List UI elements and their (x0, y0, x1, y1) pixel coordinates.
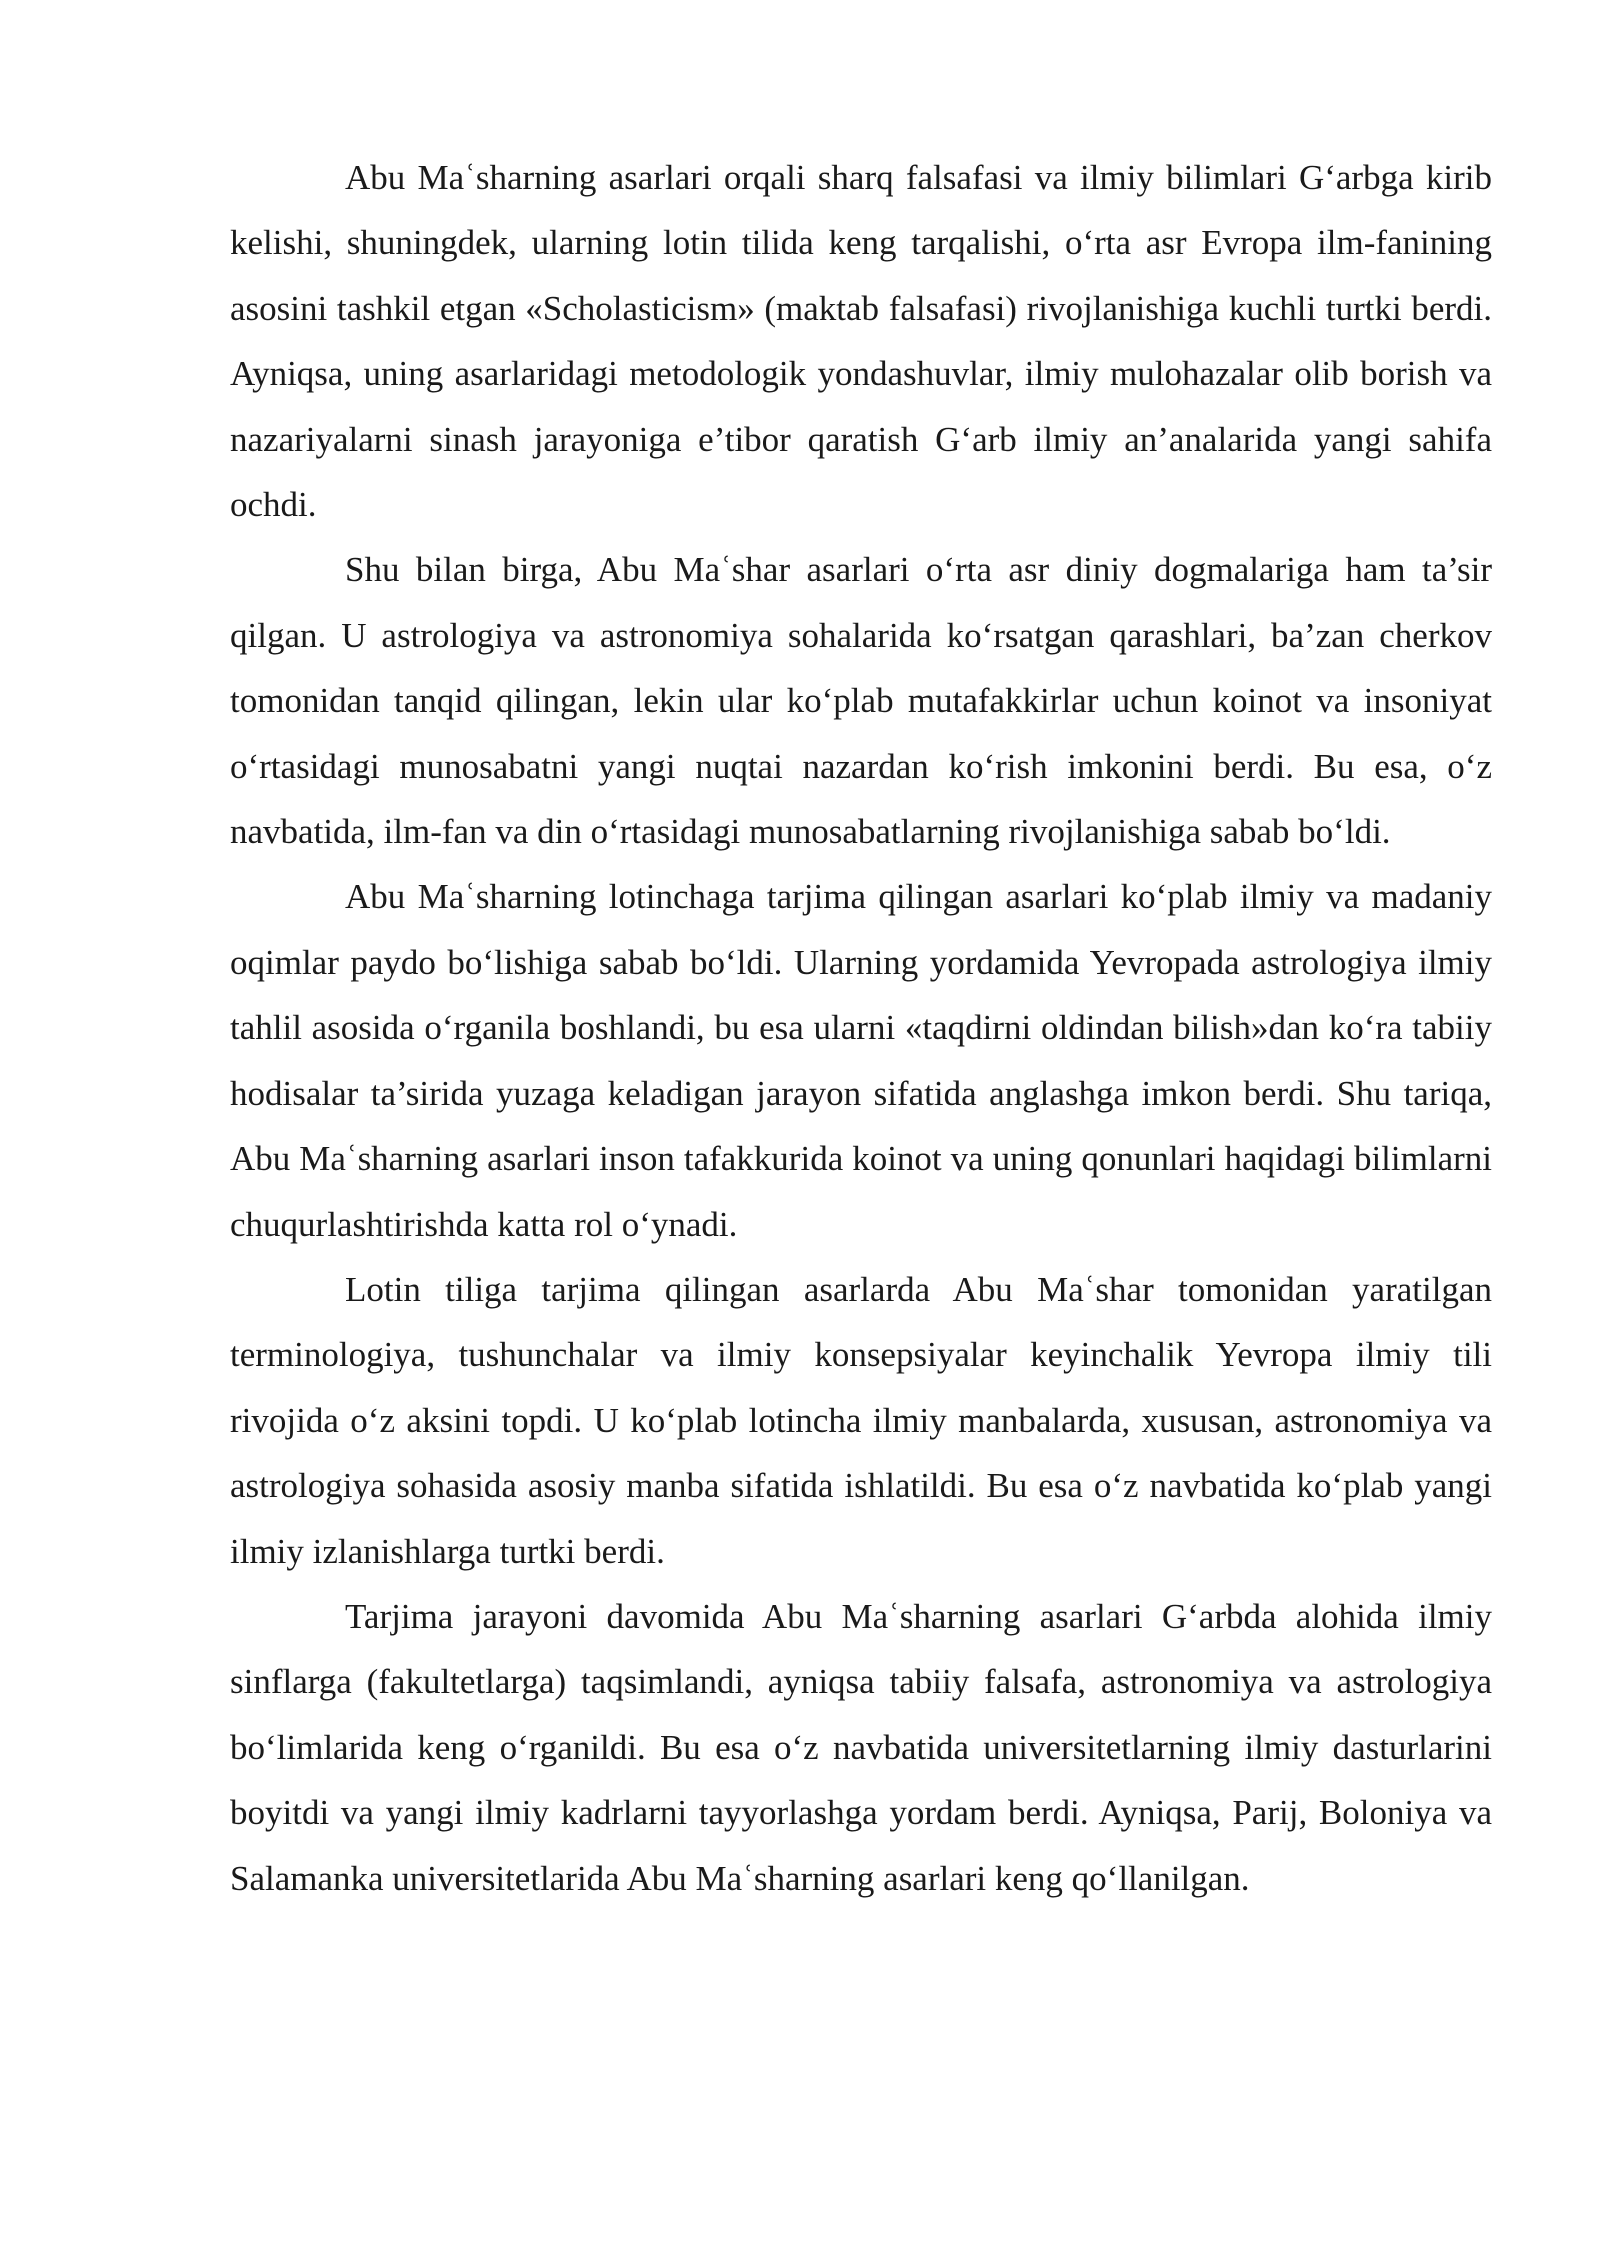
paragraph-4: Lotin tiliga tarjima qilingan asarlarda Abu Maʿshar tomonidan yaratilgan terminologiya, tushunchalar va ilmiy konsepsiyalar keyinchalik Yevropa ilmiy tili rivojida o‘z aksini topdi. U ko‘plab lotincha ilmiy manbalarda, xususan, astronomiya va astrologiya sohasida asosiy manba sifatida ishlatildi. Bu esa o‘z navbatida ko‘plab yangi ilmiy izlanishlarga turtki berdi. (230, 1269, 1492, 1571)
paragraph-3: Abu Maʿsharning lotinchaga tarjima qilingan asarlari ko‘plab ilmiy va madaniy oqimlar paydo bo‘lishiga sabab bo‘ldi. Ularning yordamida Yevropada astrologiya ilmiy tahlil asosida o‘rganila boshlandi, bu esa ularni «taqdirni oldindan bilish»dan ko‘ra tabiiy hodisalar ta’sirida yuzaga keladigan jarayon sifatida anglashga imkon berdi. Shu tariqa, Abu Maʿsharning asarlari inson tafakkurida koinot va uning qonunlari haqidagi bilimlarni chuqurlashtirishda katta rol o‘ynadi. (230, 877, 1492, 1244)
paragraph-1: Abu Maʿsharning asarlari orqali sharq falsafasi va ilmiy bilimlari G‘arbga kirib kelishi, shuningdek, ularning lotin tilida keng tarqalishi, o‘rta asr Evropa ilm-fanining asosini tashkil etgan «Scholasticism» (maktab falsafasi) rivojlanishiga kuchli turtki berdi. Ayniqsa, uning asarlaridagi metodologik yondashuvlar, ilmiy mulohazalar olib borish va nazariyalarni sinash jarayoniga e’tibor qaratish G‘arb ilmiy an’analarida yangi sahifa ochdi. (230, 158, 1492, 525)
paragraph-2: Shu bilan birga, Abu Maʿshar asarlari o‘rta asr diniy dogmalariga ham ta’sir qilgan. U astrologiya va astronomiya sohalarida ko‘rsatgan qarashlari, ba’zan cherkov tomonidan tanqid qilingan, lekin ular ko‘plab mutafakkirlar uchun koinot va insoniyat o‘rtasidagi munosabatni yangi nuqtai nazardan ko‘rish imkonini berdi. Bu esa, o‘z navbatida, ilm-fan va din o‘rtasidagi munosabatlarning rivojlanishiga sabab bo‘ldi. (230, 550, 1492, 852)
paragraph-5: Tarjima jarayoni davomida Abu Maʿsharning asarlari G‘arbda alohida ilmiy sinflarga (fakultetlarga) taqsimlandi, ayniqsa tabiiy falsafa, astronomiya va astrologiya bo‘limlarida keng o‘rganildi. Bu esa o‘z navbatida universitetlarning ilmiy dasturlarini boyitdi va yangi ilmiy kadrlarni tayyorlashga yordam berdi. Ayniqsa, Parij, Boloniya va Salamanka universitetlarida Abu Maʿsharning asarlari keng qo‘llanilgan. (230, 1596, 1492, 1898)
document-body (230, 145, 1492, 1911)
